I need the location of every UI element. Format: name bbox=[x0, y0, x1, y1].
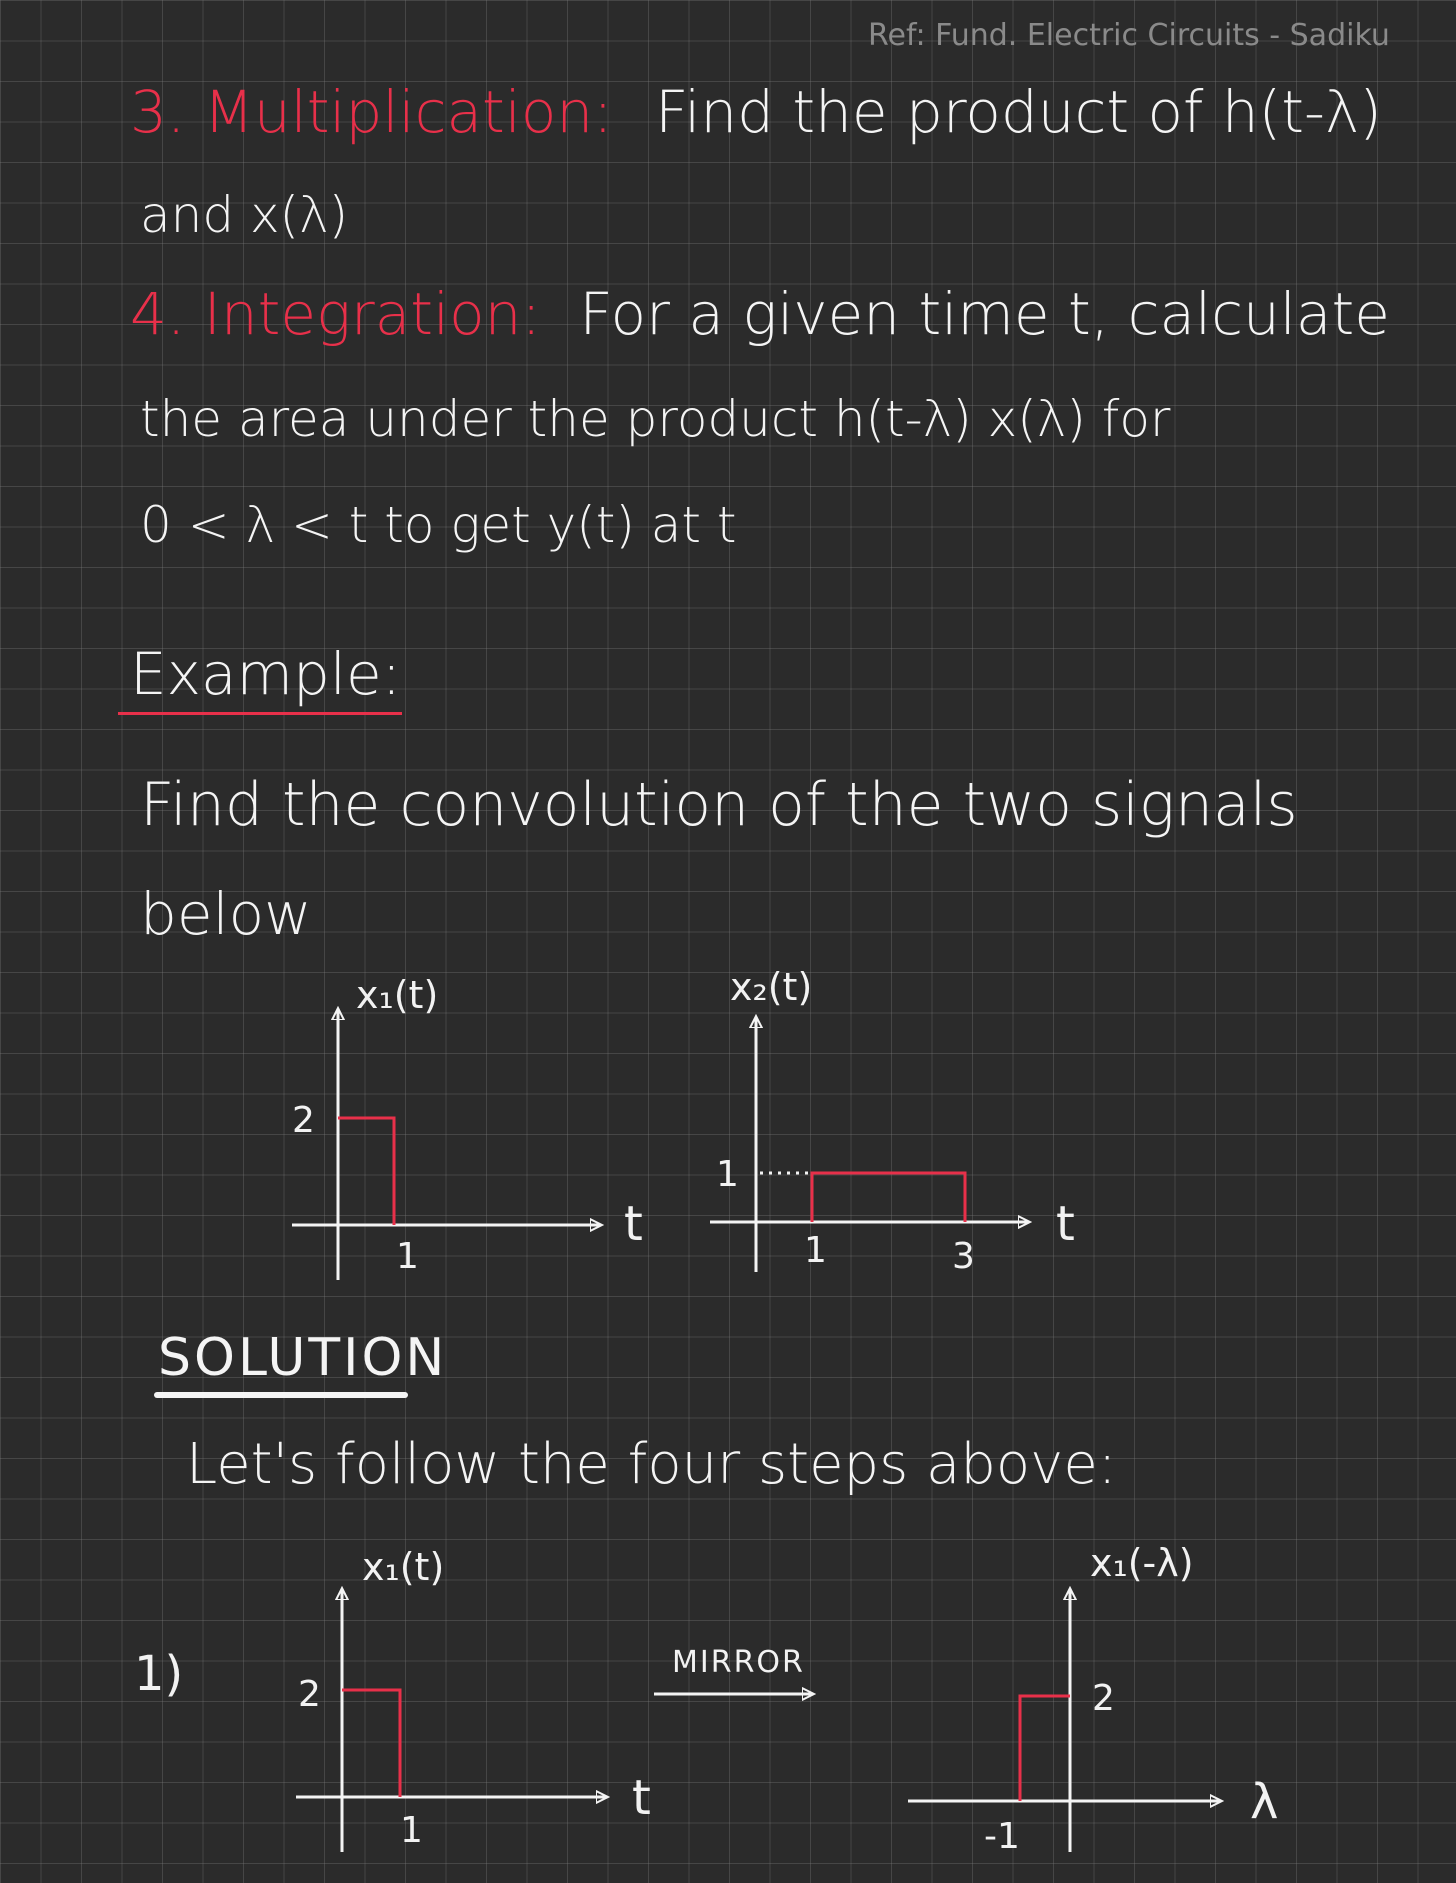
g3-x-axis-label: t bbox=[632, 1770, 651, 1826]
problem-line2: below bbox=[140, 880, 312, 948]
step1-number: 1) bbox=[134, 1646, 184, 1702]
step4-line3: 0 < λ < t to get y(t) at t bbox=[140, 496, 737, 554]
step3-colon: : bbox=[593, 78, 613, 146]
step4-colon: : bbox=[521, 280, 541, 348]
g2-x-axis-label: t bbox=[1056, 1196, 1075, 1252]
g3-y-tick: 2 bbox=[298, 1674, 321, 1715]
step4-text: For a given time t, calculate bbox=[579, 280, 1390, 348]
graph-step1-x1 bbox=[134, 1545, 651, 1852]
solution-intro: Let's follow the four steps above: bbox=[186, 1432, 1117, 1497]
g4-label: x₁(-λ) bbox=[1090, 1541, 1194, 1585]
step3-continuation: and x(λ) bbox=[140, 186, 349, 244]
g3-pulse bbox=[342, 1690, 400, 1797]
g2-label: x₂(t) bbox=[730, 965, 813, 1009]
g2-y-tick: 1 bbox=[716, 1154, 739, 1195]
graph-x2 bbox=[710, 965, 1075, 1277]
g3-label: x₁(t) bbox=[362, 1545, 445, 1589]
g4-x-tick: -1 bbox=[984, 1816, 1020, 1857]
mirror-transform bbox=[654, 1645, 812, 1694]
g1-x-tick: 1 bbox=[396, 1236, 419, 1277]
graph-x1-mirrored bbox=[908, 1541, 1278, 1857]
reference-note: Ref: Fund. Electric Circuits - Sadiku bbox=[868, 18, 1390, 53]
g2-x-tick-a: 1 bbox=[804, 1230, 827, 1271]
step4-title: 4. Integration bbox=[130, 280, 522, 348]
g1-label: x₁(t) bbox=[356, 973, 439, 1017]
g2-x-tick-b: 3 bbox=[952, 1236, 975, 1277]
g4-y-tick: 2 bbox=[1092, 1678, 1115, 1719]
graph-x1 bbox=[292, 973, 643, 1280]
step3-text: Find the product of h(t-λ) bbox=[655, 78, 1382, 146]
step3-title: 3. Multiplication bbox=[130, 78, 594, 146]
g1-pulse bbox=[338, 1118, 394, 1225]
g4-x-axis-label: λ bbox=[1250, 1774, 1279, 1830]
step4-line2: the area under the product h(t-λ) x(λ) for bbox=[140, 390, 1171, 448]
problem-line1: Find the convolution of the two signals bbox=[140, 770, 1298, 840]
solution-heading: SOLUTION bbox=[158, 1328, 448, 1388]
g4-pulse bbox=[1020, 1696, 1070, 1801]
g1-y-tick: 2 bbox=[292, 1100, 315, 1141]
solution-underline bbox=[154, 1392, 408, 1398]
example-heading: Example: bbox=[130, 640, 402, 708]
g1-x-axis-label: t bbox=[624, 1196, 643, 1252]
mirror-label: MIRROR bbox=[672, 1645, 805, 1680]
g3-x-tick: 1 bbox=[400, 1810, 423, 1851]
g2-pulse bbox=[812, 1173, 965, 1222]
